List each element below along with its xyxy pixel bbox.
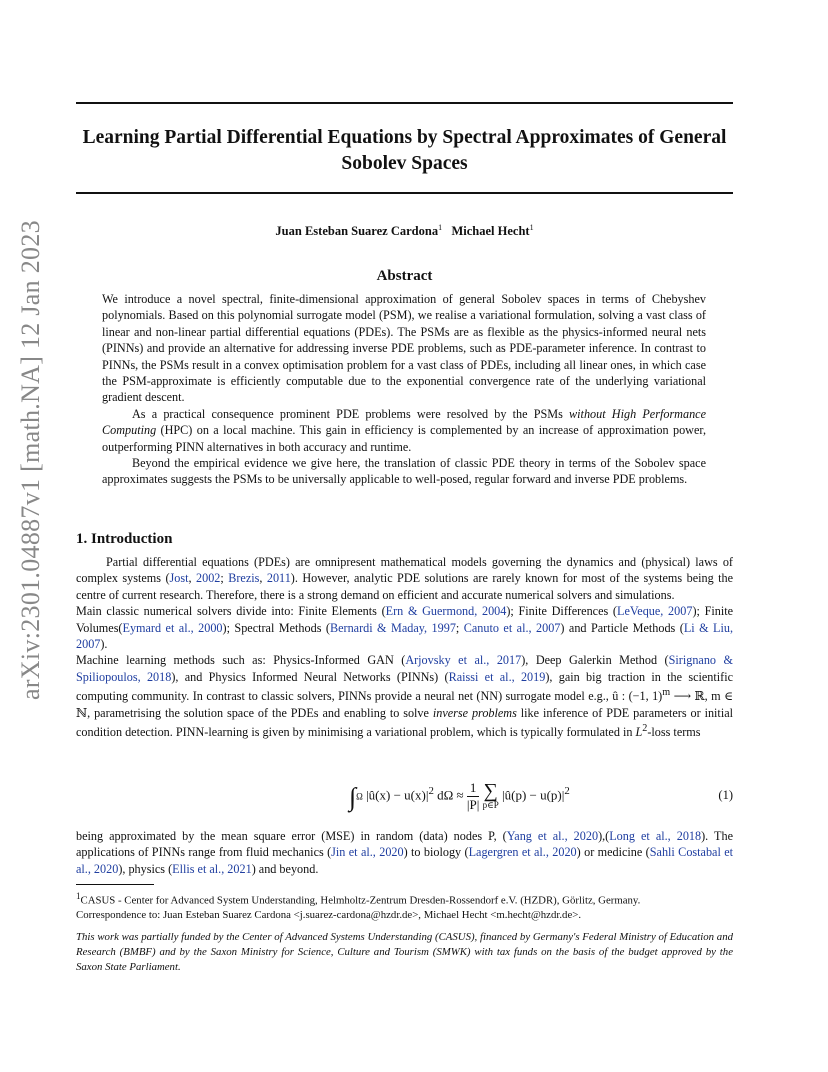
arxiv-sidebar-stamp: arXiv:2301.04887v1 [math.NA] 12 Jan 2023 [16,220,45,700]
citation-link[interactable]: Yang et al., 2020 [506,829,599,843]
body-paragraph: Machine learning methods such as: Physics-Informed GAN (Arjovsky et al., 2017), Deep Galerkin Method (Sirignano & Spiliopoulos, 2018), and Physics Informed Neural Networks (PINNs) (Raissi et al., 2019), gain big traction in the scientific computing community. In contrast to classic solvers, PINNs provide a neural net (NN) surrogate model e.g., û : (−1, 1)$^m$ ⟶ ℝ, m ∈ ℕ, parametrising the solution space of the PDEs and enabling to solve inverse problems like inference of PDE parameters or initial condition detection. PINN-learning is given by minimising a variational problem, which is typically formulated in $L^2$-loss terms [76,653,733,740]
citation-link[interactable]: LeVeque, 2007 [617,604,693,619]
funding-note: This work was partially funded by the Center of Advanced Systems Understanding (CASUS), financed by Germany's Federal Ministry of Education and Research (BMBF) and by the Saxon Ministry for Science, Culture and Tourism (SMWK) with tax funds on the basis of the budget approved by the Saxon State Parliament. [76,931,733,973]
citation-link[interactable]: 2011 [266,571,291,586]
equation-body: ∫Ω |û(x) − $u(x)|^2$ dΩ ≈ $\frac{1}{|P|}$ ∑ p∈P |û(p) − $u(p)|^2$ [349,780,570,812]
citation-link[interactable]: Ern & Guermond, 2004 [385,604,507,619]
citation-link[interactable]: Ellis et al., 2021 [172,861,252,876]
citation-link[interactable]: Eymard et al., 2000 [122,620,223,635]
citation-link[interactable]: Lagergren et al., 2020 [468,845,577,860]
integral-sign: ∫ [349,782,357,812]
citation-link[interactable]: Canuto et al., 2007 [463,620,561,635]
author-name: Juan Esteban Suarez Cardona [275,224,439,239]
footnote-affiliation: $^1$CASUS - Center for Advanced System Understanding, Helmholtz-Zentrum Dresden-Rossendorf e.V. (HZDR), Görlitz, Germany. [76,891,641,907]
body-paragraph: Main classic numerical solvers divide into: Finite Elements (Ern & Guermond, 2004); Finite Differences (LeVeque, 2007); Finite Volumes(Eymard et al., 2000); Spectral Methods (Bernardi & Maday, 1997; Canuto et al., 2007) and Particle Methods (Li & Liu, 2007). [76,604,734,652]
citation-link[interactable]: 2002 [196,571,221,586]
affiliation-mark: 1 [438,223,443,232]
footnote-rule [76,884,154,885]
body-continued [76,828,733,877]
title-rule-top [76,102,733,104]
abstract-heading: Abstract [376,268,433,284]
citation-link[interactable]: Jost [169,571,189,586]
introduction-body [76,554,733,741]
body-paragraph: being approximated by the mean square error (MSE) in random (data) nodes P, (Yang et al., 2020),(Long et al., 2018). The applications of PINNs range from fluid mechanics (Jin et al., 2020) to biology (Lagergren et al., 2020) or medicine (Sahli Costabal et al., 2020), physics (Ellis et al., 2021) and beyond. [76,829,734,876]
citation-link[interactable]: Raissi et al., 2019 [448,669,546,684]
citation-link[interactable]: Sahli Costabal et al., 2020 [76,845,734,876]
citation-link[interactable]: Brezis [228,571,260,586]
equation-1 [76,772,733,820]
equation-number: (1) [718,788,733,802]
abstract-body [102,291,706,488]
footnote [76,889,733,923]
author-list [76,223,733,239]
paper-title: Learning Partial Differential Equations by Spectral Approximates of General Sobolev Spaces [82,127,727,174]
citation-link[interactable]: Li & Liu, 2007 [76,620,734,652]
abstract-paragraph: We introduce a novel spectral, finite-dimensional approximation of general Sobolev spaces in terms of Chebyshev polynomials. Based on this polynomial surrogate model (PSM), we realise a variational formulation, solving a vast class of linear and non-linear partial differential equations (PDEs). The PSMs are as flexible as the physics-informed neural nets (PINNs) and provide an alternative for addressing inverse PDE problems, such as PDE-parameter inference. In contrast to PINNs, the PSMs result in a convex optimisation problem for a vast class of PDEs, including all linear ones, in which case the PSM-approximate is efficiently computable due to the exponential convergence rate of the underlying variational gradient descent. [102,292,706,405]
body-paragraph: Partial differential equations (PDEs) are omnipresent mathematical models governing the dynamics and (physical) laws of complex systems (Jost, 2002; Brezis, 2011). However, analytic PDE solutions are rarely known for most of the systems being the centre of current research. Therefore, there is a strong demand on efficient and accurate numerical solvers and simulations. [76,555,734,602]
sum-sign: ∑ [483,780,498,802]
affiliation-mark: 1 [529,223,534,232]
citation-link[interactable]: Long et al., 2018 [609,829,702,843]
abstract-paragraph: As a practical consequence prominent PDE problems were resolved by the PSMs without High Performance Computing (HPC) on a local machine. This gain in efficiency is complemented by an increase of approximation power, outperforming PINN alternatives in both accuracy and runtime. [102,406,706,454]
author-name: Michael Hecht [451,224,530,239]
title-rule-bottom [76,192,733,194]
abstract-paragraph: Beyond the empirical evidence we give here, the translation of classic PDE theory in terms of the Sobolev space approximates suggests the PSMs to be universally applicable to well-posed, regular forward and inverse PDE problems. [102,456,706,487]
footnote-correspondence: Correspondence to: Juan Esteban Suarez Cardona <j.suarez-cardona@hzdr.de>, Michael Hecht <m.hecht@hzdr.de>. [76,909,582,922]
citation-link[interactable]: Arjovsky et al., 2017 [405,653,522,668]
section-heading-introduction: 1. Introduction [76,531,173,547]
citation-link[interactable]: Bernardi & Maday, 1997 [329,620,456,635]
citation-link[interactable]: Sirignano & Spiliopoulos, 2018 [76,653,733,684]
citation-link[interactable]: Jin et al., 2020 [331,845,404,860]
